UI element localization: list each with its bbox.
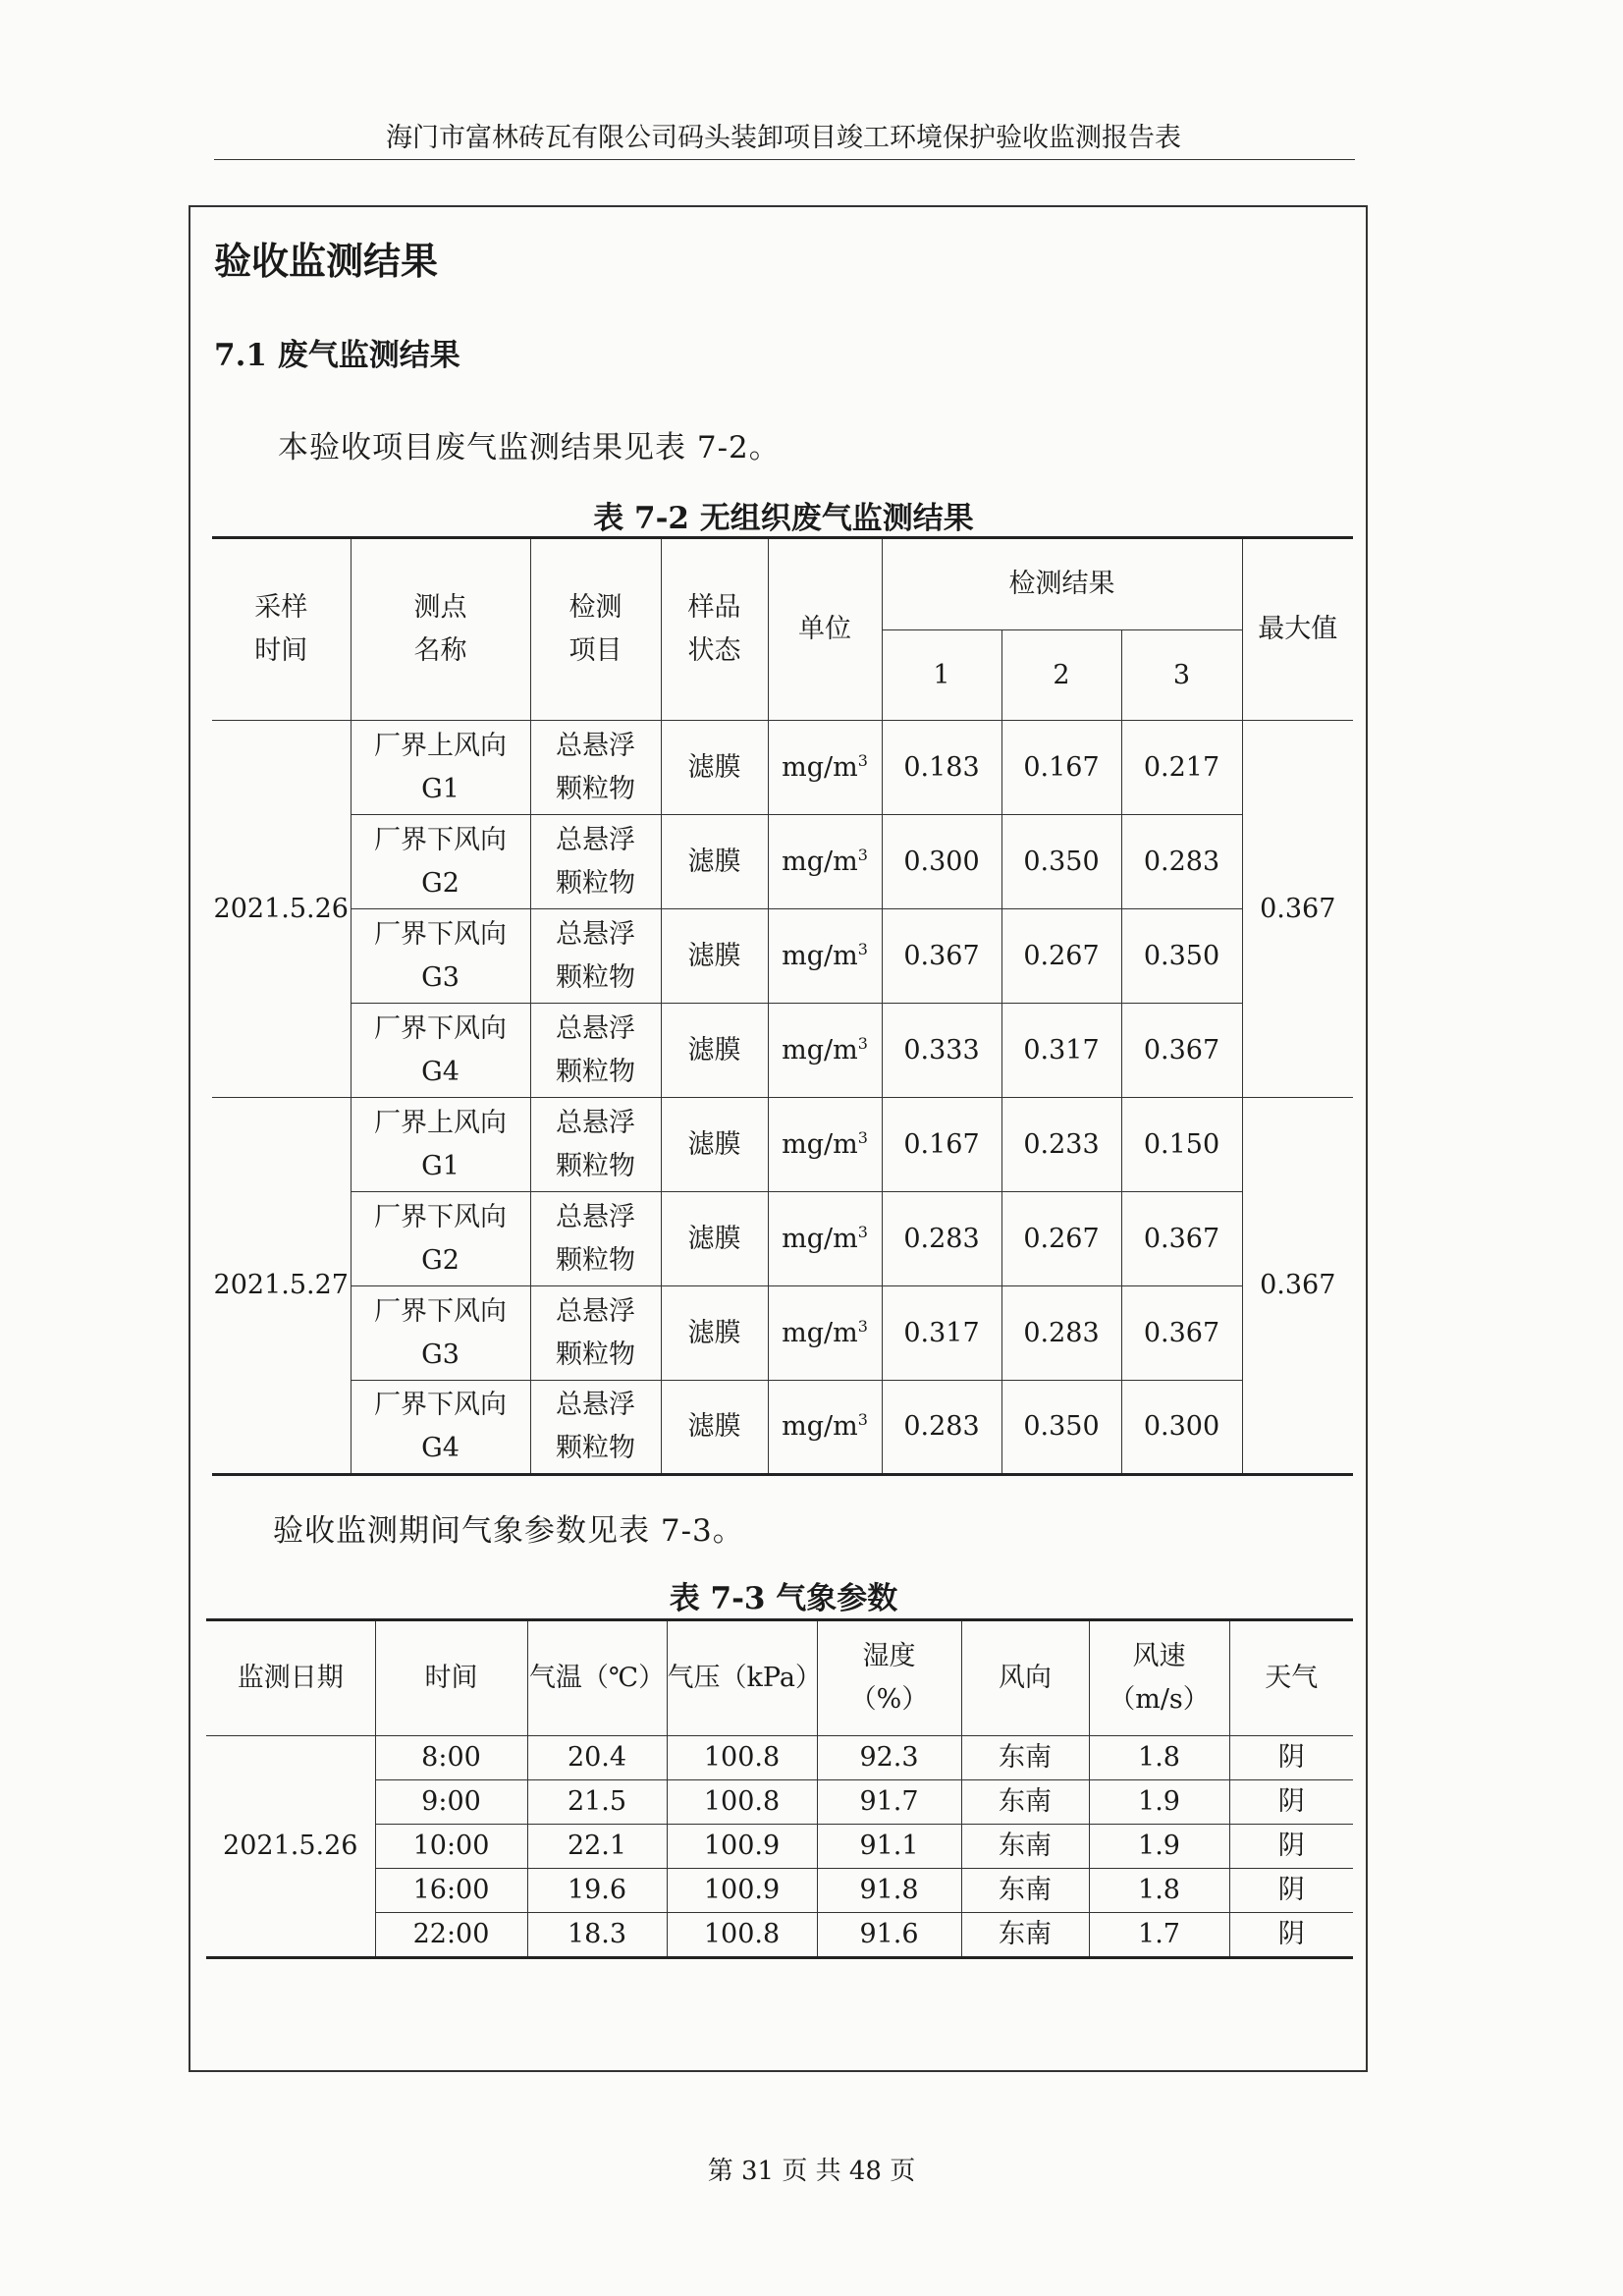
weather-cell: 92.3 [817,1736,961,1780]
weather-cell: 阴 [1229,1913,1353,1958]
unit-cell: $mg/m^3$ [768,1286,882,1381]
weather-cell: 阴 [1229,1869,1353,1913]
unit-cell: $mg/m^3$ [768,1192,882,1286]
weather-cell: 18.3 [527,1913,667,1958]
test-item: 总悬浮 颗粒物 [530,1381,661,1475]
test-item: 总悬浮 颗粒物 [530,909,661,1004]
weather-cell: 100.9 [667,1825,817,1869]
weather-cell: 1.8 [1089,1736,1229,1780]
weather-cell: 8:00 [375,1736,527,1780]
weather-cell: 91.7 [817,1780,961,1825]
col-header: 天气 [1229,1620,1353,1736]
unit-text: mg/m [782,1411,858,1442]
sample-state: 滤膜 [661,1381,768,1475]
sample-date: 2021.5.26 [212,721,351,1098]
result-value: 0.300 [1121,1381,1242,1475]
result-value: 0.283 [1001,1286,1121,1381]
col-header: 湿度 （%） [817,1620,961,1736]
result-value: 0.217 [1121,721,1242,815]
weather-cell: 91.1 [817,1825,961,1869]
site-name: 厂界下风向 G2 [351,1192,530,1286]
site-name: 厂界下风向 G3 [351,909,530,1004]
result-value: 0.367 [1121,1286,1242,1381]
unit-text: mg/m [782,846,858,877]
result-value: 0.317 [1001,1004,1121,1098]
weather-cell: 91.8 [817,1869,961,1913]
result-value: 0.317 [882,1286,1001,1381]
col-header-unit: 单位 [768,538,882,721]
weather-cell: 阴 [1229,1780,1353,1825]
col-header-state: 样品 状态 [661,538,768,721]
site-name: 厂界下风向 G2 [351,815,530,909]
result-value: 0.367 [882,909,1001,1004]
result-value: 0.283 [882,1192,1001,1286]
weather-cell: 16:00 [375,1869,527,1913]
unit-cell: $mg/m^3$ [768,721,882,815]
table-row [212,1098,1353,1192]
col-header: 时间 [375,1620,527,1736]
site-name: 厂界下风向 G4 [351,1004,530,1098]
weather-cell: 东南 [961,1780,1089,1825]
sample-date: 2021.5.27 [212,1098,351,1475]
table-row [206,1825,1353,1869]
col-header-item: 检测 项目 [530,538,661,721]
site-name: 厂界上风向 G1 [351,1098,530,1192]
table-row [206,1869,1353,1913]
weather-cell: 9:00 [375,1780,527,1825]
sample-state: 滤膜 [661,721,768,815]
unit-text: mg/m [782,1128,858,1160]
test-item: 总悬浮 颗粒物 [530,815,661,909]
result-value: 0.167 [882,1098,1001,1192]
weather-cell: 91.6 [817,1913,961,1958]
unit-cell: $mg/m^3$ [768,1381,882,1475]
unit-cell: $mg/m^3$ [768,815,882,909]
intro-paragraph: 本验收项目废气监测结果见表 7-2。 [278,430,781,465]
unit-cell: $mg/m^3$ [768,1004,882,1098]
weather-cell: 1.9 [1089,1825,1229,1869]
table-row [212,909,1353,1004]
result-value: 0.233 [1001,1098,1121,1192]
weather-cell: 100.8 [667,1736,817,1780]
table-row [206,1780,1353,1825]
table-row [212,1381,1353,1475]
col-header-site: 测点 名称 [351,538,530,721]
table-7-3-caption: 表 7-3 气象参数 [669,1581,898,1616]
table-row [212,815,1353,909]
col-header-r2: 2 [1001,630,1121,721]
result-value: 0.350 [1121,909,1242,1004]
unit-text: mg/m [782,751,858,783]
site-name: 厂界下风向 G4 [351,1381,530,1475]
sample-state: 滤膜 [661,909,768,1004]
weather-cell: 东南 [961,1736,1089,1780]
result-value: 0.267 [1001,909,1121,1004]
weather-cell: 10:00 [375,1825,527,1869]
result-value: 0.283 [1121,815,1242,909]
sample-state: 滤膜 [661,1192,768,1286]
weather-cell: 22.1 [527,1825,667,1869]
subsection-title: 7.1 废气监测结果 [214,338,460,373]
result-value: 0.283 [882,1381,1001,1475]
unit-text: mg/m [782,940,858,971]
monitor-date: 2021.5.26 [206,1736,375,1958]
col-header: 气温（℃） [527,1620,667,1736]
weather-cell: 东南 [961,1825,1089,1869]
col-header-max: 最大值 [1242,538,1353,721]
site-name: 厂界下风向 G3 [351,1286,530,1381]
result-value: 0.333 [882,1004,1001,1098]
table-7-2 [212,536,1353,1476]
unit-cell: $mg/m^3$ [768,1098,882,1192]
weather-cell: 100.8 [667,1780,817,1825]
col-header: 风向 [961,1620,1089,1736]
result-value: 0.267 [1001,1192,1121,1286]
table-row [206,1736,1353,1780]
weather-cell: 1.9 [1089,1780,1229,1825]
table-row [206,1913,1353,1958]
table-row [212,721,1353,815]
max-value: 0.367 [1242,721,1353,1098]
table-7-2-caption: 表 7-2 无组织废气监测结果 [593,501,974,536]
col-header: 监测日期 [206,1620,375,1736]
weather-cell: 20.4 [527,1736,667,1780]
section-title: 验收监测结果 [214,239,439,283]
sample-state: 滤膜 [661,1098,768,1192]
sample-state: 滤膜 [661,1004,768,1098]
unit-text: mg/m [782,1034,858,1066]
site-name: 厂界上风向 G1 [351,721,530,815]
col-header-result: 检测结果 [882,538,1242,630]
sample-state: 滤膜 [661,1286,768,1381]
test-item: 总悬浮 颗粒物 [530,1286,661,1381]
test-item: 总悬浮 颗粒物 [530,1098,661,1192]
result-value: 0.300 [882,815,1001,909]
result-value: 0.367 [1121,1004,1242,1098]
weather-cell: 东南 [961,1869,1089,1913]
weather-cell: 1.7 [1089,1913,1229,1958]
weather-cell: 19.6 [527,1869,667,1913]
table-7-3 [206,1618,1353,1959]
sample-state: 滤膜 [661,815,768,909]
table-row [212,1192,1353,1286]
test-item: 总悬浮 颗粒物 [530,721,661,815]
header-divider [214,159,1355,160]
result-value: 0.350 [1001,815,1121,909]
page-header: 海门市富林砖瓦有限公司码头装卸项目竣工环境保护验收监测报告表 [386,123,1181,153]
weather-cell: 1.8 [1089,1869,1229,1913]
col-header-time: 采样 时间 [212,538,351,721]
unit-text: mg/m [782,1223,858,1254]
col-header-r1: 1 [882,630,1001,721]
col-header: 气压（kPa） [667,1620,817,1736]
unit-text: mg/m [782,1317,858,1348]
result-value: 0.183 [882,721,1001,815]
max-value: 0.367 [1242,1098,1353,1475]
weather-cell: 阴 [1229,1825,1353,1869]
col-header: 风速 （m/s） [1089,1620,1229,1736]
unit-cell: $mg/m^3$ [768,909,882,1004]
weather-cell: 东南 [961,1913,1089,1958]
result-value: 0.350 [1001,1381,1121,1475]
result-value: 0.150 [1121,1098,1242,1192]
weather-cell: 21.5 [527,1780,667,1825]
weather-cell: 100.8 [667,1913,817,1958]
result-value: 0.367 [1121,1192,1242,1286]
page-footer: 第 31 页 共 48 页 [707,2157,916,2186]
weather-paragraph: 验收监测期间气象参数见表 7-3。 [273,1513,744,1549]
weather-cell: 22:00 [375,1913,527,1958]
test-item: 总悬浮 颗粒物 [530,1192,661,1286]
test-item: 总悬浮 颗粒物 [530,1004,661,1098]
table-row [212,1004,1353,1098]
weather-cell: 100.9 [667,1869,817,1913]
table-row [212,1286,1353,1381]
weather-cell: 阴 [1229,1736,1353,1780]
result-value: 0.167 [1001,721,1121,815]
col-header-r3: 3 [1121,630,1242,721]
